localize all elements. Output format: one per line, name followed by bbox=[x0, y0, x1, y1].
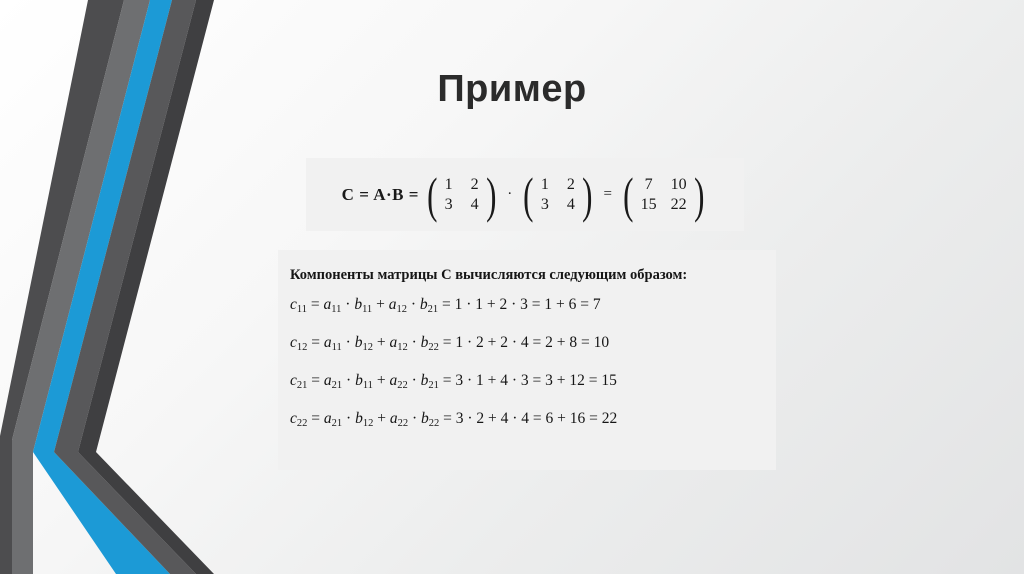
matrix-equation-panel bbox=[306, 158, 744, 231]
equals-sign: = bbox=[603, 186, 613, 202]
equation-lead-label: C = A·B = bbox=[341, 184, 419, 204]
matrix-c-cell: 10 bbox=[670, 175, 687, 193]
matrix-a-cell: 3 bbox=[444, 195, 453, 213]
matrix-c-cell: 15 bbox=[640, 195, 657, 213]
right-paren-icon: ) bbox=[693, 166, 705, 223]
matrix-c-cell: 7 bbox=[644, 175, 653, 193]
matrix-c bbox=[620, 166, 707, 223]
matrix-b-cell: 1 bbox=[540, 175, 549, 193]
formula-line: $c_{11} = a_{11} \cdot b_{11} + a_{12} \cdot b_{21} = 1 \cdot 1 + 2 \cdot 3 = 1 + 6 = 7$ bbox=[290, 296, 601, 315]
matrix-c-cell: 22 bbox=[670, 195, 687, 213]
matrix-equation bbox=[341, 166, 709, 223]
matrix-b bbox=[520, 166, 595, 223]
left-paren-icon: ( bbox=[523, 166, 534, 223]
explanation-heading: Компоненты матрицы C вычисляются следующим образом: bbox=[290, 267, 688, 283]
multiplication-dot: · bbox=[507, 186, 513, 202]
explanation-panel bbox=[278, 250, 776, 470]
right-paren-icon: ) bbox=[582, 166, 593, 223]
page-title: Пример bbox=[437, 68, 587, 110]
matrix-a-cell: 2 bbox=[470, 175, 479, 193]
formula-line: $c_{22} = a_{21} \cdot b_{12} + a_{22} \cdot b_{22} = 3 \cdot 2 + 4 \cdot 4 = 6 + 16 = 22$ bbox=[290, 410, 618, 429]
matrix-b-cell: 4 bbox=[566, 195, 575, 213]
formula-line: $c_{21} = a_{21} \cdot b_{11} + a_{22} \cdot b_{21} = 3 \cdot 1 + 4 \cdot 3 = 3 + 12 = 15$ bbox=[290, 372, 617, 391]
matrix-b-cell: 3 bbox=[540, 195, 549, 213]
matrix-a-cell: 1 bbox=[444, 175, 453, 193]
left-paren-icon: ( bbox=[623, 166, 634, 223]
matrix-b-cell: 2 bbox=[566, 175, 575, 193]
matrix-a-cell: 4 bbox=[470, 195, 479, 213]
left-paren-icon: ( bbox=[427, 166, 438, 223]
right-paren-icon: ) bbox=[485, 166, 497, 223]
matrix-a bbox=[424, 166, 499, 223]
formula-line: $c_{12} = a_{11} \cdot b_{12} + a_{12} \cdot b_{22} = 1 \cdot 2 + 2 \cdot 4 = 2 + 8 = 10$ bbox=[290, 334, 610, 353]
